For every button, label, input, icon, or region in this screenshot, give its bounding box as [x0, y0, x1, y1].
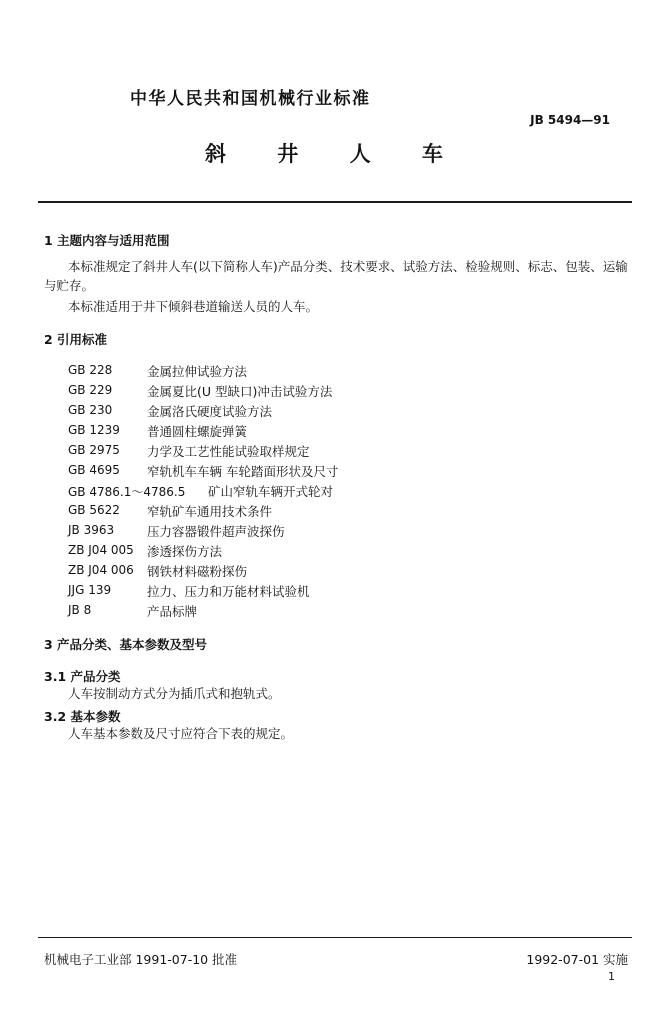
- implementation-date: 1992-07-01 实施: [526, 952, 628, 967]
- reference-code: GB 230: [68, 403, 113, 417]
- section-2-heading: 2 引用标准: [44, 332, 108, 347]
- reference-title: 窄轨机车车辆 车轮踏面形状及尺寸: [147, 464, 339, 479]
- section-1-heading: 1 主题内容与适用范围: [44, 233, 170, 248]
- section-1-para1-line1: 本标准规定了斜井人车(以下简称人车)产品分类、技术要求、试验方法、检验规则、标志、包装、运输: [68, 259, 628, 274]
- reference-title: 窄轨矿车通用技术条件: [147, 504, 273, 519]
- reference-title: 产品标牌: [147, 604, 198, 619]
- reference-title: 力学及工艺性能试验取样规定: [147, 444, 310, 459]
- section-3-heading: 3 产品分类、基本参数及型号: [44, 637, 208, 652]
- standard-name: 中华人民共和国机械行业标准: [130, 89, 371, 109]
- section-3-2-heading: 3.2 基本参数: [44, 709, 121, 724]
- reference-code: GB 228: [68, 363, 113, 377]
- reference-code: ZB J04 005: [68, 543, 134, 557]
- reference-code: JB 3963: [68, 523, 115, 537]
- reference-code: GB 5622: [68, 503, 120, 517]
- reference-code: GB 229: [68, 383, 113, 397]
- reference-code: JB 8: [68, 603, 92, 617]
- section-3-1-heading: 3.1 产品分类: [44, 669, 121, 684]
- header-divider: [38, 201, 632, 203]
- reference-code: JJG 139: [68, 583, 112, 597]
- reference-title: 钢铁材料磁粉探伤: [147, 564, 248, 579]
- reference-title: 普通圆柱螺旋弹簧: [147, 424, 248, 439]
- reference-title: 拉力、压力和万能材料试验机: [147, 584, 310, 599]
- reference-title: 压力容器锻件超声波探伤: [147, 524, 285, 539]
- reference-title: 矿山窄轨车辆开式轮对: [208, 484, 334, 499]
- section-1-para1-line2: 与贮存。: [44, 278, 95, 293]
- reference-title: 金属拉伸试验方法: [147, 364, 248, 379]
- reference-title: 渗透探伤方法: [147, 544, 223, 559]
- reference-code: GB 2975: [68, 443, 120, 457]
- reference-title: 金属洛氏硬度试验方法: [147, 404, 273, 419]
- section-1-para2: 本标准适用于井下倾斜巷道输送人员的人车。: [68, 299, 319, 314]
- reference-title: 金属夏比(U 型缺口)冲击试验方法: [147, 384, 333, 399]
- section-3-2-text: 人车基本参数及尺寸应符合下表的规定。: [68, 726, 294, 741]
- reference-code: GB 4786.1～4786.5: [68, 485, 186, 499]
- footer-divider: [38, 937, 632, 938]
- reference-code: ZB J04 006: [68, 563, 134, 577]
- approval-line: 机械电子工业部 1991-07-10 批准: [44, 952, 238, 967]
- standard-number: JB 5494—91: [530, 113, 610, 127]
- page-number: 1: [608, 970, 615, 983]
- reference-code: GB 4695: [68, 463, 120, 477]
- document-title: 斜 井 人 车: [205, 142, 465, 166]
- reference-code: GB 1239: [68, 423, 120, 437]
- section-3-1-text: 人车按制动方式分为插爪式和抱轨式。: [68, 686, 281, 701]
